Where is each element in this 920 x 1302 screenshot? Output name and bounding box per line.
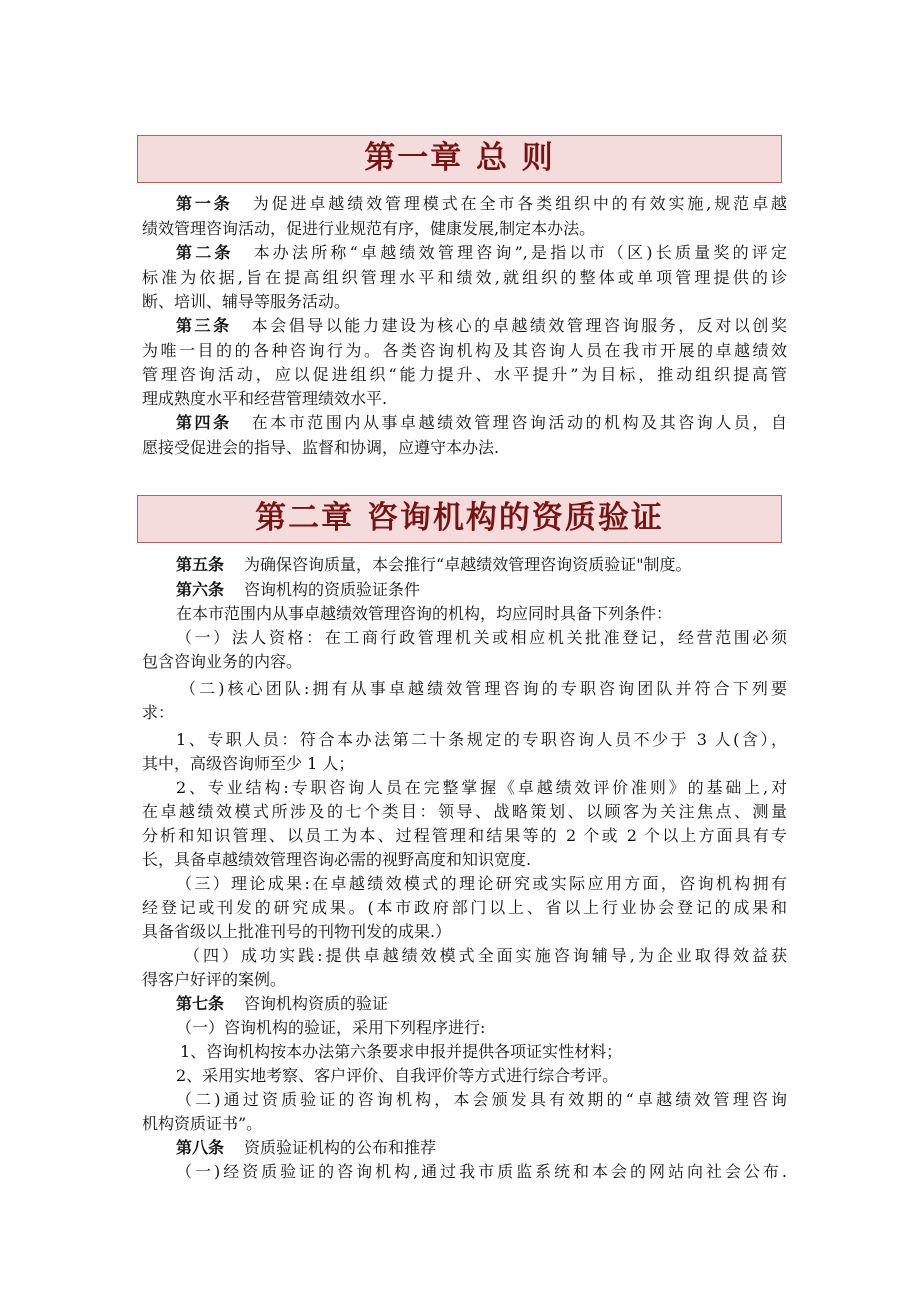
- article-1-label: 第一条: [176, 194, 233, 213]
- article-6-cond-1-line-1: （一）法人资格：在工商行政管理机关或相应机关批准登记，经营范围必须: [176, 628, 787, 647]
- article-7-proc-2-line-2: 机构资质证书”。: [142, 1114, 263, 1133]
- article-5-label: 第五条: [176, 555, 225, 574]
- article-6-intro: 在本市范围内从事卓越绩效管理咨询的机构，均应同时具备下列条件：: [176, 604, 673, 623]
- article-6-cond-2-line-2: 求：: [142, 703, 175, 722]
- article-2-line-3: 断、培训、辅导等服务活动。: [142, 292, 351, 311]
- article-2-label: 第二条: [176, 243, 234, 262]
- article-6-line-1: 咨询机构的资质验证条件: [244, 580, 421, 599]
- article-6-label: 第六条: [176, 580, 225, 599]
- article-6-cond-3-line-3: 具备省级以上批准刊号的刊物刊发的成果.）: [142, 922, 452, 941]
- article-6: [142, 580, 787, 600]
- article-6-cond-1-line-2: 包含咨询业务的内容。: [142, 652, 303, 671]
- chapter-1-heading: 第一章 总 则: [137, 135, 782, 183]
- article-8-item-1: （一)经资质验证的咨询机构,通过我市质监系统和本会的网站向社会公布.: [176, 1162, 787, 1181]
- article-6-sub-2-line-2: 在卓越绩效模式所涉及的七个类目：领导、战略策划、以顾客为关注焦点、测量: [142, 802, 787, 821]
- article-3-line-4: 理成熟度水平和经营管理绩效水平.: [142, 389, 388, 408]
- article-7-proc-1: （一）咨询机构的验证，采用下列程序进行:: [176, 1018, 486, 1037]
- article-6-cond-2-line-1: （二)核心团队:拥有从事卓越绩效管理咨询的专职咨询团队并符合下列要: [180, 679, 787, 698]
- article-8-label: 第八条: [176, 1138, 225, 1157]
- article-3-label: 第三条: [176, 316, 232, 335]
- chapter-2-heading: 第二章 咨询机构的资质验证: [137, 495, 782, 543]
- article-1-line-2: 绩效管理咨询活动，促进行业规范有序，健康发展,制定本办法。: [142, 219, 596, 238]
- article-1: [142, 194, 787, 214]
- article-7-line-1: 咨询机构资质的验证: [244, 994, 389, 1013]
- article-6-sub-1-line-1: 1、专职人员：符合本办法第二十条规定的专职咨询人员不少于 3 人(含），: [176, 730, 787, 749]
- article-5: [142, 555, 787, 575]
- article-6-sub-1-line-2: 其中，高级咨询师至少 1 人；: [142, 754, 355, 773]
- article-8-line-1: 资质验证机构的公布和推荐: [244, 1138, 437, 1157]
- article-3-line-1: 本会倡导以能力建设为核心的卓越绩效管理咨询服务，反对以创奖: [251, 316, 787, 335]
- article-3-line-3: 管理咨询活动，应以促进组织“能力提升、水平提升”为目标，推动组织提高管: [142, 365, 787, 384]
- article-4-line-2: 愿接受促进会的指导、监督和协调，应遵守本办法.: [142, 438, 500, 457]
- article-6-cond-4-line-1: （四）成功实践:提供卓越绩效模式全面实施咨询辅导,为企业取得效益获: [184, 946, 787, 965]
- article-1-line-1: 为促进卓越绩效管理模式在全市各类组织中的有效实施,规范卓越: [252, 194, 787, 213]
- article-2: [142, 243, 787, 263]
- article-6-sub-2-line-1: 2、专业结构:专职咨询人员在完整掌握《卓越绩效评价准则》的基础上,对: [176, 778, 787, 797]
- article-6-cond-3-line-1: （三）理论成果:在卓越绩效模式的理论研究或实际应用方面，咨询机构拥有: [176, 874, 787, 893]
- article-7-label: 第七条: [176, 994, 225, 1013]
- article-5-line-1: 为确保咨询质量，本会推行“卓越绩效管理咨询资质验证"制度。: [244, 555, 692, 574]
- article-7-proc-1-step-2: 2、采用实地考察、客户评价、自我评价等方式进行综合考评。: [176, 1066, 619, 1085]
- article-6-sub-2-line-3: 分析和知识管理、以员工为本、过程管理和结果等的 2 个或 2 个以上方面具有专: [142, 826, 787, 845]
- article-7-proc-1-step-1: 1、咨询机构按本办法第六条要求申报并提供各项证实性材料；: [180, 1042, 623, 1061]
- article-3: [142, 316, 787, 336]
- article-7: [142, 994, 787, 1014]
- article-6-cond-3-line-2: 经登记或刊发的研究成果。(本市政府部门以上、省以上行业协会登记的成果和: [142, 898, 787, 917]
- article-2-line-2: 标准为依据,旨在提高组织管理水平和绩效,就组织的整体或单项管理提供的诊: [142, 268, 787, 287]
- article-6-sub-2-line-4: 长，具备卓越绩效管理咨询必需的视野高度和知识宽度.: [142, 850, 532, 869]
- article-4-label: 第四条: [176, 413, 232, 432]
- article-7-proc-2-line-1: （二)通过资质验证的咨询机构，本会颁发具有效期的“卓越绩效管理咨询: [176, 1090, 787, 1109]
- article-2-line-1: 本办法所称“卓越绩效管理咨询”,是指以市（区)长质量奖的评定: [253, 243, 787, 262]
- article-6-cond-4-line-2: 得客户好评的案例。: [142, 970, 287, 989]
- article-3-line-2: 为唯一目的的各种咨询行为。各类咨询机构及其咨询人员在我市开展的卓越绩效: [142, 341, 787, 360]
- article-4-line-1: 在本市范围内从事卓越绩效管理咨询活动的机构及其咨询人员，自: [251, 413, 787, 432]
- article-8: [142, 1138, 787, 1158]
- article-4: [142, 413, 787, 433]
